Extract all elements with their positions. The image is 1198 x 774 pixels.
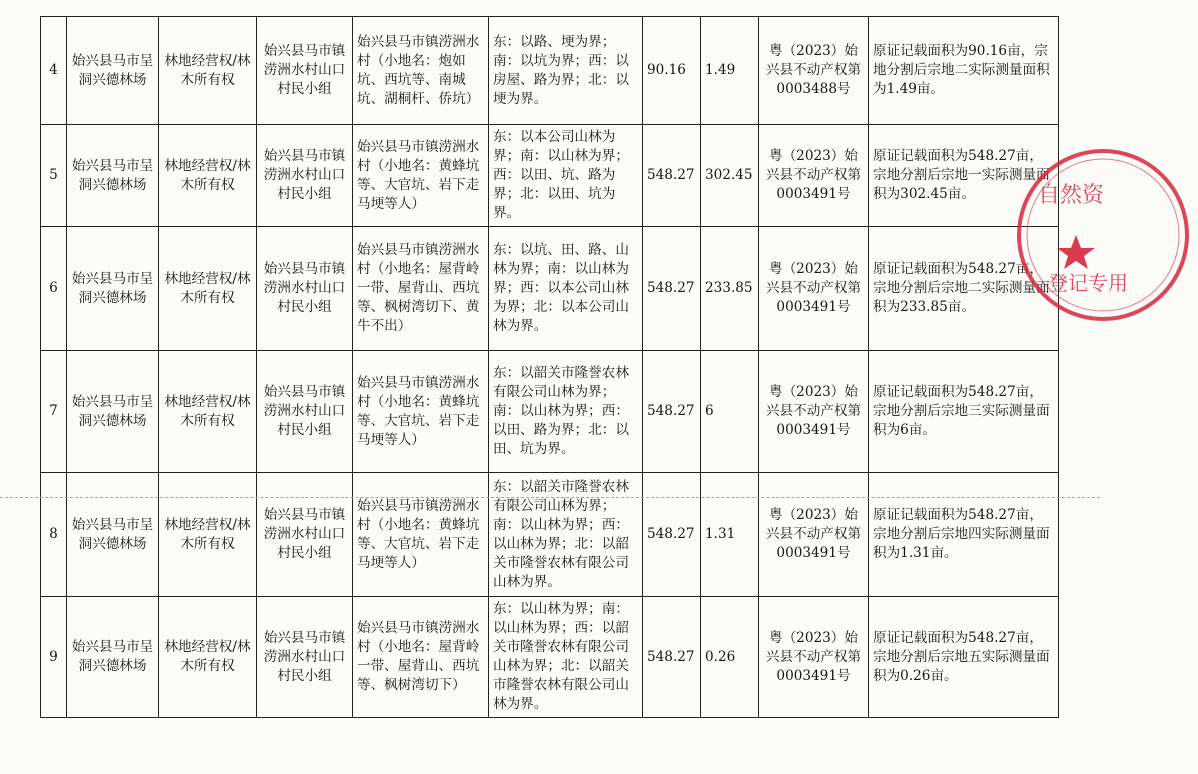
- cell-split-area: 1.31: [701, 473, 759, 597]
- cell-certificate-number: 粤（2023）始兴县不动产权第0003491号: [759, 473, 869, 597]
- cell-certificate-number: 粤（2023）始兴县不动产权第0003491号: [759, 125, 869, 227]
- cell-right-holder: 始兴县马市呈洞兴德林场: [67, 473, 159, 597]
- cell-location: 始兴县马市镇涝洲水村（小地名：黄蜂坑等、大官坑、岩下走马埂等人）: [353, 351, 489, 473]
- cell-original-area: 548.27: [643, 125, 701, 227]
- cell-note: 原证记载面积为548.27亩，宗地分割后宗地五实际测量面积为0.26亩。: [869, 597, 1059, 718]
- cell-original-area: 548.27: [643, 597, 701, 718]
- cell-original-area: 548.27: [643, 473, 701, 597]
- cell-land-owner: 始兴县马市镇涝洲水村山口村民小组: [257, 473, 353, 597]
- cell-location: 始兴县马市镇涝洲水村（小地名：黄蜂坑等、大官坑、岩下走马埂等人）: [353, 125, 489, 227]
- cell-original-area: 90.16: [643, 17, 701, 125]
- table-row: [41, 597, 1059, 718]
- cell-location: 始兴县马市镇涝洲水村（小地名：炮如坑、西坑等、南城坑、湖桐杆、侨坑）: [353, 17, 489, 125]
- table-row: [41, 473, 1059, 597]
- cell-row-number: 4: [41, 17, 67, 125]
- table-row: [41, 351, 1059, 473]
- cell-note: 原证记载面积为548.27亩，宗地分割后宗地二实际测量面积为233.85亩。: [869, 227, 1059, 351]
- cell-split-area: 233.85: [701, 227, 759, 351]
- cell-original-area: 548.27: [643, 227, 701, 351]
- cell-boundary: 东：以本公司山林为界；南：以山林为界；西：以田、坑、路为界；北：以田、坑为界。: [489, 125, 643, 227]
- cell-certificate-number: 粤（2023）始兴县不动产权第0003491号: [759, 227, 869, 351]
- cell-right-holder: 始兴县马市呈洞兴德林场: [67, 125, 159, 227]
- cell-boundary: 东：以山林为界；南：以山林为界；西：以韶关市隆誉农林有限公司山林为界；北：以韶关市隆誉农林有限公司山林为界。: [489, 597, 643, 718]
- cell-right-type: 林地经营权/林木所有权: [159, 597, 257, 718]
- cell-land-owner: 始兴县马市镇涝洲水村山口村民小组: [257, 125, 353, 227]
- table-row: [41, 17, 1059, 125]
- cell-split-area: 1.49: [701, 17, 759, 125]
- cell-right-type: 林地经营权/林木所有权: [159, 227, 257, 351]
- cell-right-type: 林地经营权/林木所有权: [159, 473, 257, 597]
- cell-right-holder: 始兴县马市呈洞兴德林场: [67, 597, 159, 718]
- cell-certificate-number: 粤（2023）始兴县不动产权第0003491号: [759, 351, 869, 473]
- cell-note: 原证记载面积为548.27亩，宗地分割后宗地四实际测量面积为1.31亩。: [869, 473, 1059, 597]
- cell-note: 原证记载面积为548.27亩，宗地分割后宗地一实际测量面积为302.45亩。: [869, 125, 1059, 227]
- seal-text-top: 自然资: [1038, 183, 1105, 208]
- cell-location: 始兴县马市镇涝洲水村（小地名：屋背岭一带、屋背山、西坑等、枫树湾切下、黄牛不出）: [353, 227, 489, 351]
- table-body: [41, 17, 1059, 718]
- cell-note: 原证记载面积为548.27亩，宗地分割后宗地三实际测量面积为6亩。: [869, 351, 1059, 473]
- cell-land-owner: 始兴县马市镇涝洲水村山口村民小组: [257, 597, 353, 718]
- cell-boundary: 东：以韶关市隆誉农林有限公司山林为界；南：以山林为界；西：以山林为界；北：以韶关市隆誉农林有限公司山林为界。: [489, 473, 643, 597]
- table-row: [41, 125, 1059, 227]
- cell-right-holder: 始兴县马市呈洞兴德林场: [67, 351, 159, 473]
- cell-split-area: 302.45: [701, 125, 759, 227]
- cell-note: 原证记载面积为90.16亩，宗地分割后宗地二实际测量面积为1.49亩。: [869, 17, 1059, 125]
- cell-right-type: 林地经营权/林木所有权: [159, 125, 257, 227]
- margin-guide-line: [0, 497, 1100, 498]
- cell-land-owner: 始兴县马市镇涝洲水村山口村民小组: [257, 17, 353, 125]
- cell-boundary: 东：以坑、田、路、山林为界；南：以山林为界；西：以本公司山林为界；北：以本公司山林为界。: [489, 227, 643, 351]
- cell-certificate-number: 粤（2023）始兴县不动产权第0003491号: [759, 597, 869, 718]
- cell-row-number: 5: [41, 125, 67, 227]
- cell-row-number: 8: [41, 473, 67, 597]
- cell-split-area: 6: [701, 351, 759, 473]
- cell-right-type: 林地经营权/林木所有权: [159, 17, 257, 125]
- cell-right-type: 林地经营权/林木所有权: [159, 351, 257, 473]
- cell-boundary: 东：以路、埂为界；南：以坑为界；西：以房屋、路为界；北：以埂为界。: [489, 17, 643, 125]
- cell-row-number: 7: [41, 351, 67, 473]
- seal-star-icon: [1057, 235, 1095, 269]
- cell-right-holder: 始兴县马市呈洞兴德林场: [67, 17, 159, 125]
- cell-row-number: 9: [41, 597, 67, 718]
- table-row: [41, 227, 1059, 351]
- cell-land-owner: 始兴县马市镇涝洲水村山口村民小组: [257, 351, 353, 473]
- cell-original-area: 548.27: [643, 351, 701, 473]
- cell-location: 始兴县马市镇涝洲水村（小地名：屋背岭一带、屋背山、西坑等、枫树湾切下）: [353, 597, 489, 718]
- cell-land-owner: 始兴县马市镇涝洲水村山口村民小组: [257, 227, 353, 351]
- cell-boundary: 东：以韶关市隆誉农林有限公司山林为界；南：以山林为界；西：以田、路为界；北：以田、坑为界。: [489, 351, 643, 473]
- cell-row-number: 6: [41, 227, 67, 351]
- cell-certificate-number: 粤（2023）始兴县不动产权第0003488号: [759, 17, 869, 125]
- cell-right-holder: 始兴县马市呈洞兴德林场: [67, 227, 159, 351]
- land-rights-table: [40, 16, 1059, 718]
- cell-split-area: 0.26: [701, 597, 759, 718]
- cell-location: 始兴县马市镇涝洲水村（小地名：黄蜂坑等、大官坑、岩下走马埂等人）: [353, 473, 489, 597]
- seal-text-side: 登记专用: [1048, 271, 1128, 295]
